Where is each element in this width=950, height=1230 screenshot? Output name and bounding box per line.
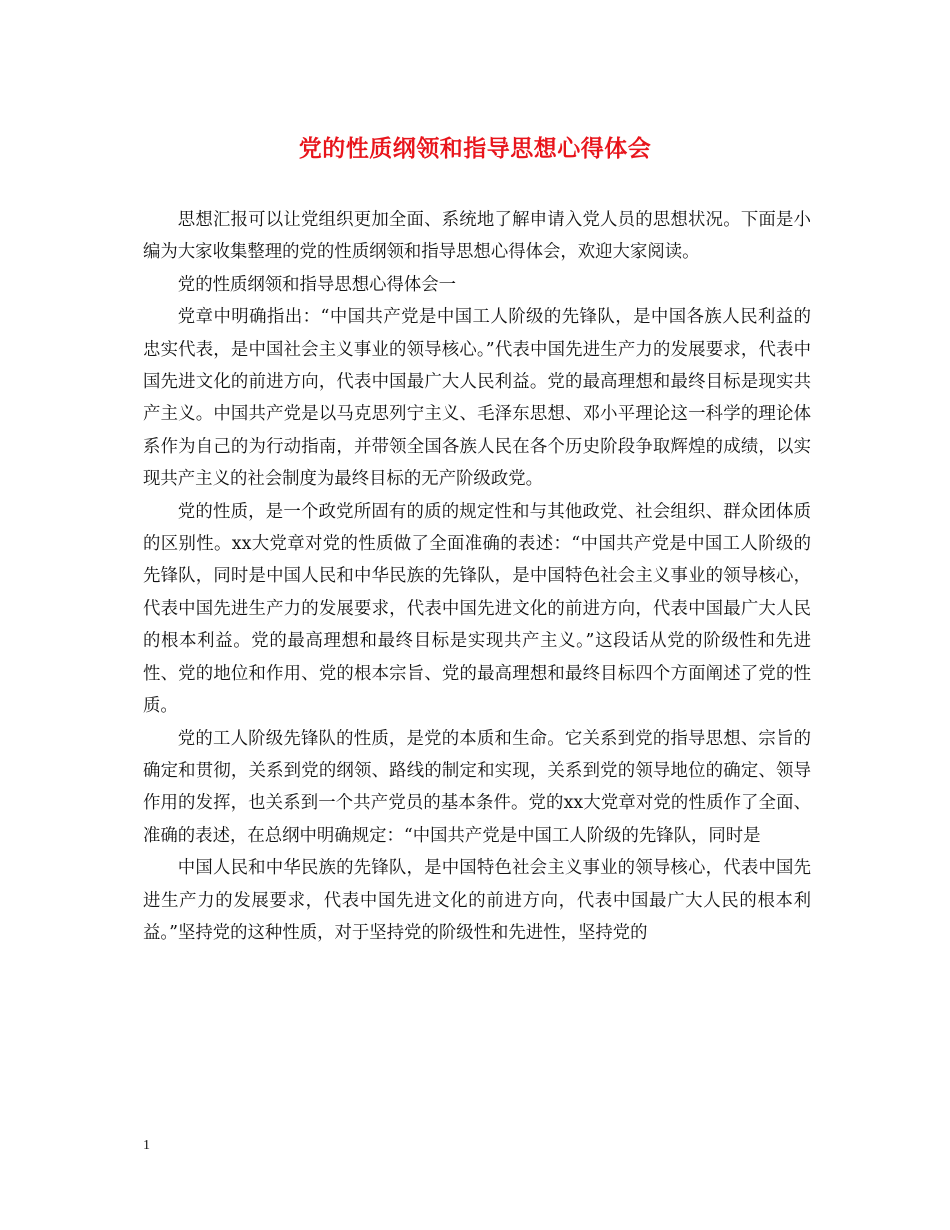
paragraph: 党章中明确指出：“中国共产党是中国工人阶级的先锋队，是中国各族人民利益的忠实代表，是中国社会主义事业的领导核心。”代表中国先进生产力的发展要求，代表中国先进文化的前进方向，代表中国最广大人民利益。党的最高理想和最终目标是现实共产主义。中国共产党是以马克思列宁主义、毛泽东思想、邓小平理论这一科学的理论体系作为自己的为行动指南，并带领全国各族人民在各个历史阶段争取辉煌的成绩，以实现共产主义的社会制度为最终目标的无产阶级政党。 [143, 307, 811, 490]
paragraph: 党的工人阶级先锋队的性质，是党的本质和生命。它关系到党的指导思想、宗旨的确定和贯彻，关系到党的纲领、路线的制定和实现，关系到党的领导地位的确定、领导作用的发挥，也关系到一个共产党员的基本条件。党的xx大党章对党的性质作了全面、准确的表述，在总纲中明确规定：“中国共产党是中国工人阶级的先锋队，同时是 [143, 728, 811, 846]
section-heading: 党的性质纲领和指导思想心得体会一 [177, 274, 457, 295]
document-title: 党的性质纲领和指导思想心得体会 [298, 135, 652, 162]
paragraph: 党的性质，是一个政党所固有的质的规定性和与其他政党、社会组织、群众团体质的区别性。xx大党章对党的性质做了全面准确的表述：“中国共产党是中国工人阶级的先锋队，同时是中国人民和中华民族的先锋队，是中国特色社会主义事业的领导核心，代表中国先进生产力的发展要求，代表中国先进文化的前进方向，代表中国最广大人民的根本利益。党的最高理想和最终目标是实现共产主义。”这段话从党的阶级性和先进性、党的地位和作用、党的根本宗旨、党的最高理想和最终目标四个方面阐述了党的性质。 [143, 501, 811, 717]
document-body [143, 204, 811, 949]
paragraph: 中国人民和中华民族的先锋队，是中国特色社会主义事业的领导核心，代表中国先进生产力的发展要求，代表中国先进文化的前进方向，代表中国最广大人民的根本利益。”坚持党的这种性质，对于坚持党的阶级性和先进性，坚持党的 [143, 858, 811, 943]
paragraph-intro: 思想汇报可以让党组织更加全面、系统地了解申请入党人员的思想状况。下面是小编为大家收集整理的党的性质纲领和指导思想心得体会，欢迎大家阅读。 [143, 210, 811, 263]
page-number: 1 [143, 1138, 150, 1153]
